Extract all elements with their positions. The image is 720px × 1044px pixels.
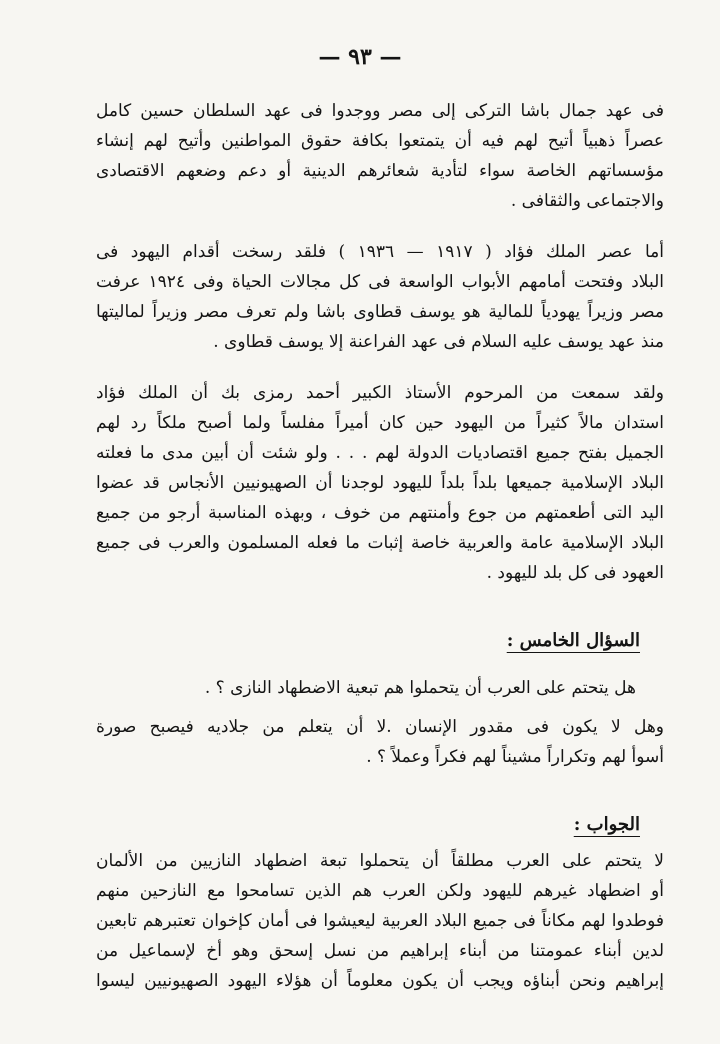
text-line: فوطدوا لهم مكاناً فى جميع البلاد العربية ليعيشوا فى أمان كإخوان تعتبرهم تابعين — [96, 911, 664, 931]
text-line: البلاد وفتحت أمامهم الأبواب الواسعة فى كل مجالات الحياة وفى ١٩٢٤ عرفت — [96, 272, 664, 292]
text-line: والاجتماعى والثقافى . — [510, 191, 664, 211]
text-line: اليد التى أطعمتهم من جوع وأمنتهم من خوف ، وبهذه المناسبة أرجو من جميع — [96, 503, 664, 523]
text-line: أسوأ لهم وتكراراً مشيناً لهم فكراً وعملاً ؟ . — [366, 747, 664, 767]
text-line: إبراهيم ونحن أبناؤه ويجب أن يكون معلوماً أن هؤلاء اليهود الصهيونيين ليسوا — [96, 971, 664, 991]
paragraph-3 — [96, 378, 664, 588]
text-line: العهود فى كل بلد لليهود . — [486, 563, 664, 583]
text-line: فى عهد جمال باشا التركى إلى مصر ووجدوا فى عهد السلطان حسين كامل — [96, 101, 664, 121]
page-number: — ٩٣ — — [318, 44, 402, 70]
text-line: وهل لا يكون فى مقدور الإنسان .لا أن يتعلم من جلاديه فيصبح صورة — [96, 717, 664, 737]
paragraph-1 — [96, 96, 664, 216]
question-item-1 — [96, 673, 664, 703]
text-line: هل يتحتم على العرب أن يتحملوا هم تبعية الاضطهاد النازى ؟ . — [204, 678, 636, 698]
text-line: مصر وزيراً يهودياً للمالية هو يوسف قطاوى باشا ولم تعرف مصر وزيراً لماليتها — [96, 302, 664, 322]
text-line: مؤسساتهم الخاصة سواء لتأدية شعائرهم الدينية أو دعم وضعهم الاقتصادى — [96, 161, 664, 181]
answer-paragraph — [96, 846, 664, 996]
text-line: ولقد سمعت من المرحوم الأستاذ الكبير أحمد رمزى بك أن الملك فؤاد — [96, 383, 664, 403]
question-item-2 — [96, 712, 664, 772]
text-line: أو اضطهاد غيرهم لليهود ولكن العرب هم الذين تسامحوا مع النازحين منهم — [96, 881, 664, 901]
section-heading-answer: الجواب : — [573, 814, 640, 835]
paragraph-2 — [96, 237, 664, 357]
text-line: أما عصر الملك فؤاد ( ١٩١٧ — ١٩٣٦ ) فلقد رسخت أقدام اليهود فى — [96, 242, 664, 262]
text-line: منذ عهد يوسف عليه السلام فى عهد الفراعنة إلا يوسف قطاوى . — [213, 332, 664, 352]
text-line: لا يتحتم على العرب مطلقاً أن يتحملوا تبعة اضطهاد النازيين من الألمان — [96, 851, 664, 871]
text-line: لدين أبناء عمومتنا من أبناء إبراهيم من نسل إسحق وهو أخ لإسماعيل من — [96, 941, 664, 961]
text-line: الجميل بفتح جميع اقتصاديات الدولة لهم . . . ولو شئت أن أبين مدى ما فعلته — [96, 443, 664, 463]
section-heading-question: السؤال الخامس : — [506, 630, 640, 651]
text-line: البلاد الإسلامية جميعها بلداً بلداً لليهود لوجدنا أن الصهيونيين الأنجاس قد عضوا — [96, 473, 664, 493]
text-line: البلاد الإسلامية عامة والعربية خاصة إثبات ما فعله المسلمون والعرب فى جميع — [96, 533, 664, 553]
text-line: استدان مالاً كثيراً من اليهود حين كان أميراً مفلساً ولما أصبح ملكاً رد لهم — [96, 413, 664, 433]
text-line: عصراً ذهبياً أتيح لهم فيه أن يتمتعوا بكافة حقوق المواطنين وأتيح لهم إنشاء — [96, 131, 664, 151]
